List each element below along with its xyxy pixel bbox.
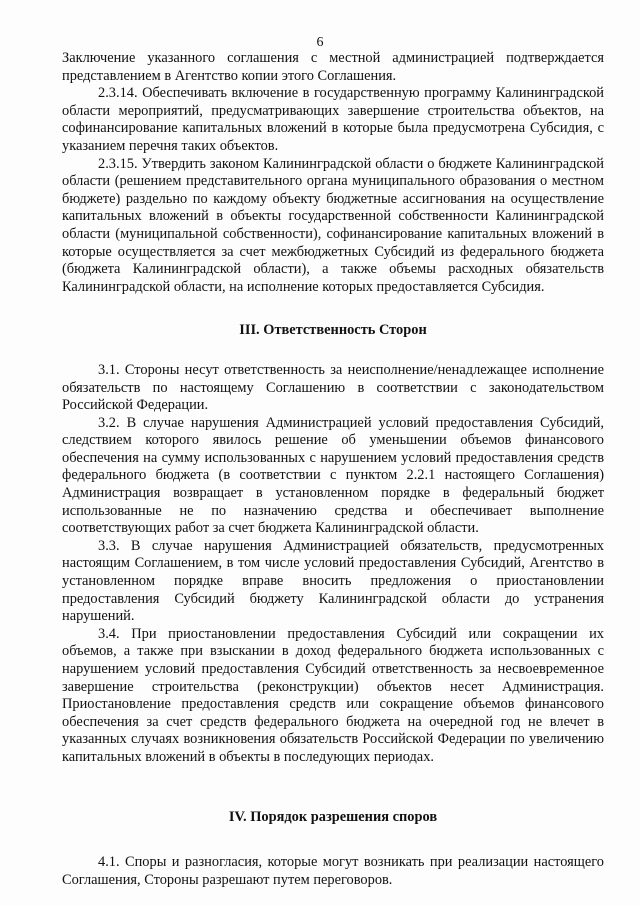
paragraph-4-1: 4.1. Споры и разногласия, которые могут возникать при реализации настоящего Соглашения, Стороны разрешают путем переговоров.: [62, 854, 604, 888]
paragraph-3-3: 3.3. В случае нарушения Администрацией обязательств, предусмотренных настоящим Соглашением, в том числе условий предоставления Субсидий, Агентство в установленном порядке вправе вносить предложения о приостановлении предоставления Субсидий бюджету Калининградской области до устранения нарушений.: [62, 537, 604, 625]
paragraph-continuation: Заключение указанного соглашения с местной администрацией подтверждается представлением в Агентство копии этого Соглашения.: [62, 50, 604, 84]
section-3-heading: III. Ответственность Сторон: [239, 322, 427, 339]
paragraph-3-4: 3.4. При приостановлении предоставления Субсидий или сокращении их объемов, а также при взыскании в доход федерального бюджета использованных с нарушением условий предоставления Субсидий ответственность за несвоевременное завершение строительства (реконструкции) объектов несет Администрация. Приостановление предоставления средств или сокращение объемов финансового обеспечения за счет средств федерального бюджета на очередной год не влечет в указанных случаях возникновения обязательств Российской Федерации по увеличению капитальных вложений в объекты в последующих периодах.: [62, 625, 604, 765]
paragraph-3-1: 3.1. Стороны несут ответственность за неисполнение/ненадлежащее исполнение обязательств по настоящему Соглашению в соответствии с законодательством Российской Федерации.: [62, 361, 604, 414]
page-number: 6: [316, 35, 324, 50]
section-4-heading: IV. Порядок разрешения споров: [228, 808, 438, 825]
document-body: [62, 50, 604, 889]
paragraph-3-2: 3.2. В случае нарушения Администрацией условий предоставления Субсидий, следствием которого явилось решение об уменьшении объемов финансового обеспечения на сумму использованных с нарушением условий предоставления средств федерального бюджета (в соответствии с пунктом 2.2.1 настоящего Соглашения) Администрация возвращает в установленном порядке в федеральный бюджет использованные не по назначению средства и обеспечивает выполнение соответствующих работ за счет бюджета Калининградской области.: [62, 414, 604, 537]
paragraph-2-3-15: 2.3.15. Утвердить законом Калининградской области о бюджете Калининградской области (решением представительного органа муниципального образования о местном бюджете) раздельно по каждому объекту бюджетные ассигнования на осуществление капитальных вложений в объекты государственной собственности Калининградской области (муниципальной собственности), софинансирование капитальных вложений в которые осуществляется за счет межбюджетных Субсидий из федерального бюджета (бюджета Калининградской области), а также объемы расходных обязательств Калининградской области, на исполнение которых предоставляется Субсидия.: [62, 155, 604, 295]
paragraph-2-3-14: 2.3.14. Обеспечивать включение в государственную программу Калининградской области мероприятий, предусматривающих завершение строительства объектов, на софинансирование капитальных вложений в которые была предусмотрена Субсидия, с указанием перечня таких объектов.: [62, 85, 604, 154]
